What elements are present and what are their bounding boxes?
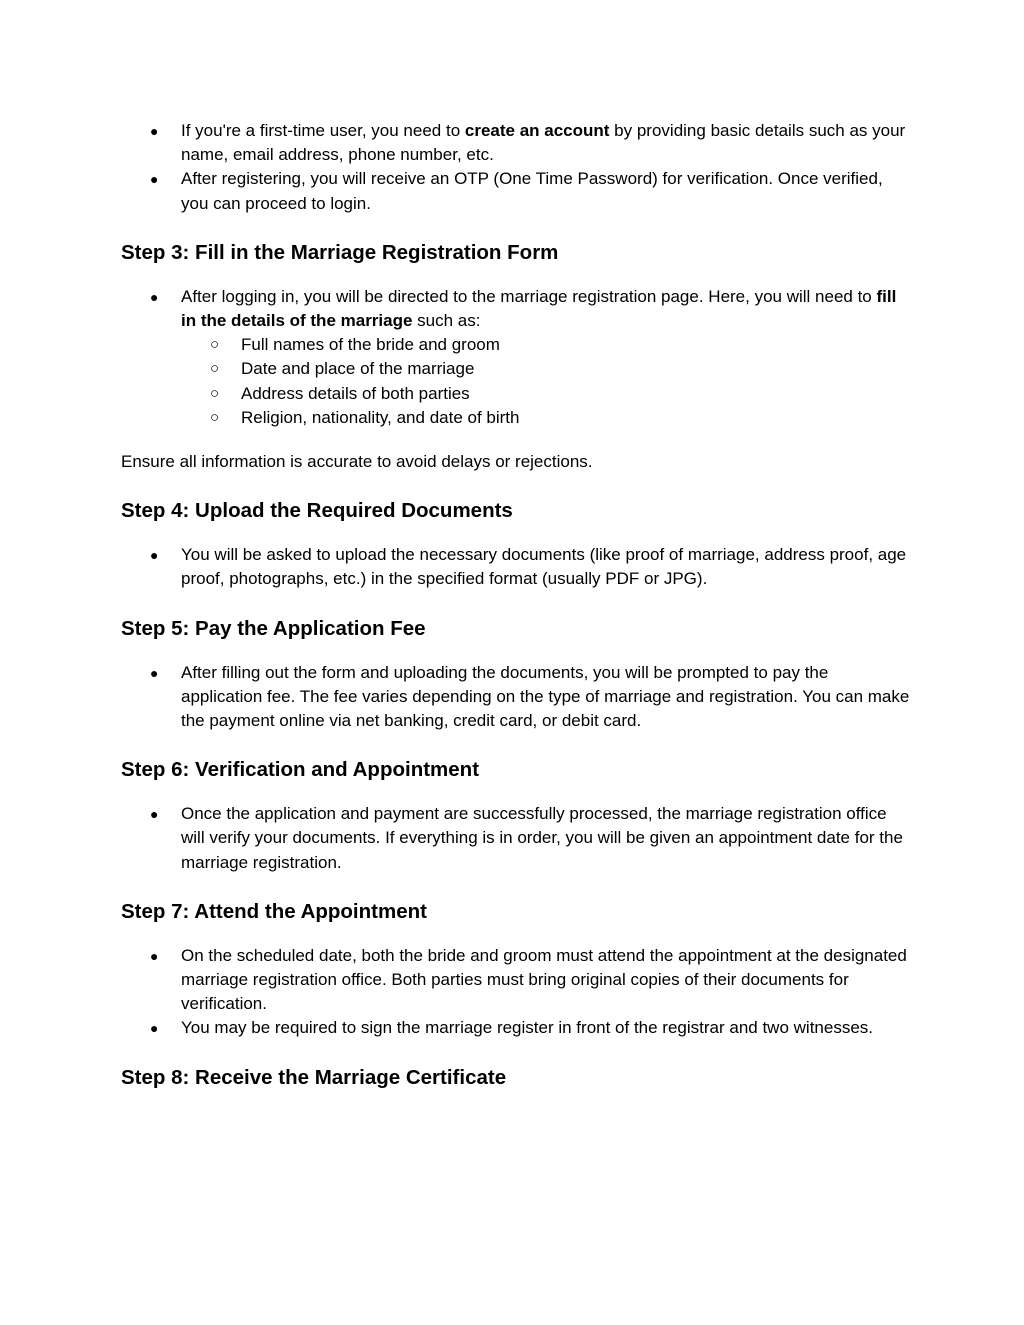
list-item: ● On the scheduled date, both the bride and groom must attend the appointment at the designated marriage registration office. Both parties must bring original copies of their documents for verification. (150, 945, 907, 1014)
sublist-item: ○ Date and place of the marriage (181, 357, 911, 381)
sublist-item: ○ Address details of both parties (181, 382, 911, 406)
step3-note: Ensure all information is accurate to avoid delays or rejections. (121, 452, 593, 472)
document-page (121, 119, 911, 1092)
bullet-icon: ● (150, 1020, 159, 1037)
list-item: ● After filling out the form and uploading the documents, you will be prompted to pay the application fee. The fee varies depending on the type of marriage and registration. You can make the payment online via net banking, credit card, or debit card. (150, 662, 910, 731)
circle-bullet-icon: ○ (210, 408, 220, 426)
step6-heading: Step 6: Verification and Appointment (121, 758, 480, 782)
step3-sublist (181, 333, 911, 430)
list-item: ● Once the application and payment are successfully processed, the marriage registration office will verify your documents. If everything is in order, you will be given an appointment date for the marriage registration. (150, 804, 903, 872)
intro-list (121, 119, 911, 216)
list-item: ● After registering, you will receive an OTP (One Time Password) for verification. Once verified, you can proceed to login. (150, 169, 883, 213)
circle-bullet-icon: ○ (210, 384, 220, 402)
bullet-icon: ● (150, 547, 159, 564)
bullet-icon: ● (150, 123, 159, 139)
step5-list (121, 661, 911, 734)
step4-heading: Step 4: Upload the Required Documents (121, 499, 513, 523)
step4-list (121, 543, 911, 591)
step8-heading: Step 8: Receive the Marriage Certificate (121, 1065, 507, 1089)
step7-list (121, 944, 911, 1041)
bullet-icon: ● (150, 806, 159, 823)
list-item: ● You will be asked to upload the necessary documents (like proof of marriage, address proof, age proof, photographs, etc.) in the specified format (usually PDF or JPG). (150, 545, 907, 589)
sublist-item: ○ Full names of the bride and groom (181, 333, 911, 357)
bullet-icon: ● (150, 288, 159, 305)
step3-heading: Step 3: Fill in the Marriage Registration Form (121, 240, 559, 264)
sublist-item: ○ Religion, nationality, and date of birth (181, 406, 911, 430)
circle-bullet-icon: ○ (210, 336, 220, 354)
step6-list (121, 802, 911, 875)
step3-list (121, 285, 911, 430)
list-item: ● If you're a first-time user, you need to create an account by providing basic details such as your name, email address, phone number, etc. (150, 121, 906, 165)
list-item: ● After logging in, you will be directed to the marriage registration page. Here, you will need to fill in the details of the marriage such as: ○ Full names of the bride and groom ○ Date and place of the marriage ○ Address details of both parties ○ Religion, nationality, and date of birth (121, 285, 911, 430)
step5-heading: Step 5: Pay the Application Fee (121, 616, 426, 640)
circle-bullet-icon: ○ (210, 360, 220, 378)
bullet-icon: ● (150, 947, 159, 964)
bullet-icon: ● (150, 171, 159, 188)
bullet-icon: ● (150, 664, 159, 681)
step7-heading: Step 7: Attend the Appointment (121, 899, 427, 923)
list-item: ● You may be required to sign the marriage register in front of the registrar and two witnesses. (121, 1016, 911, 1040)
